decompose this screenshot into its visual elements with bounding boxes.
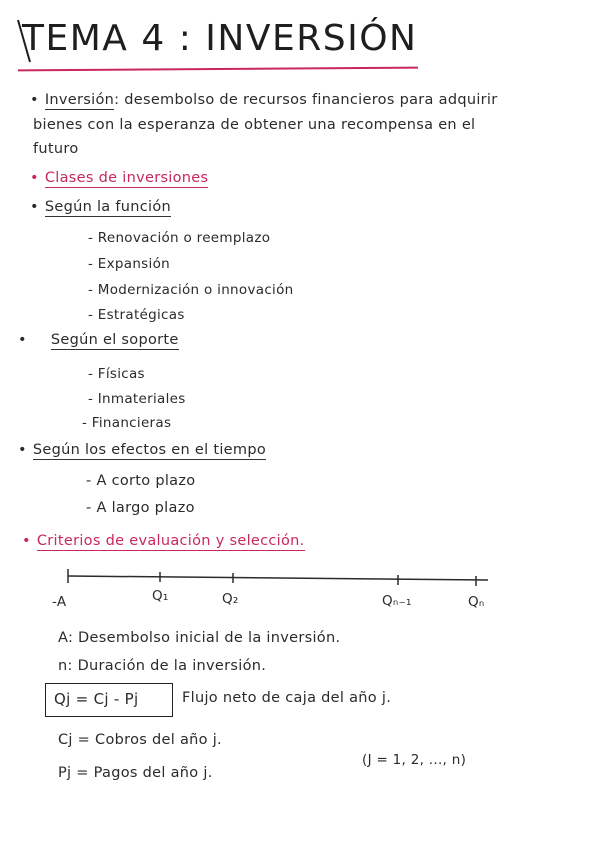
timeline-axis xyxy=(68,576,488,580)
bullet-icon: • xyxy=(22,533,31,549)
support-item-2: - Inmateriales xyxy=(88,391,186,407)
time-item-1: - A corto plazo xyxy=(86,473,196,489)
support-heading-text: Según el soporte xyxy=(50,332,179,348)
timeline-label-3: Qₙ₋₁ xyxy=(382,593,412,609)
time-item-2: - A largo plazo xyxy=(86,500,195,516)
function-item-2: - Expansión xyxy=(88,256,170,272)
criteria-heading-text: Criterios de evaluación y selección. xyxy=(36,533,305,549)
definition-text-1: : desembolso de recursos financieros para adquirir xyxy=(114,92,498,108)
function-item-3: - Modernización o innovación xyxy=(88,282,294,298)
definition-Cj: Cj = Cobros del año j. xyxy=(58,732,222,748)
definition-Pj: Pj = Pagos del año j. xyxy=(58,765,213,781)
timeline-label-2: Q₂ xyxy=(222,591,239,607)
definition-line-3: futuro xyxy=(33,141,79,157)
formula-Qj-text: Flujo neto de caja del año j. xyxy=(182,690,392,706)
classes-heading-text: Clases de inversiones xyxy=(44,170,209,186)
bullet-icon: • xyxy=(30,92,39,108)
function-item-1: - Renovación o reemplazo xyxy=(88,230,271,246)
function-item-4: - Estratégicas xyxy=(88,307,185,323)
bullet-icon: • xyxy=(30,199,39,215)
definition-n: n: Duración de la inversión. xyxy=(58,658,267,674)
timeline-label-0: -A xyxy=(52,594,67,610)
function-heading-text: Según la función xyxy=(44,199,172,215)
definition-line-2: bienes con la esperanza de obtener una recompensa en el xyxy=(33,117,476,133)
definition-A: A: Desembolso inicial de la inversión. xyxy=(58,630,341,646)
support-item-3: - Financieras xyxy=(82,415,172,431)
definition-term: Inversión xyxy=(44,92,115,108)
formula-Qj: Qj = Cj - Pj xyxy=(54,690,139,708)
index-range: (J = 1, 2, ..., n) xyxy=(362,752,467,768)
support-item-1: - Físicas xyxy=(88,366,145,382)
bullet-icon: • xyxy=(18,332,27,348)
bullet-icon: • xyxy=(30,170,39,186)
timeline-label-4: Qₙ xyxy=(468,594,485,610)
page-title: TEMA 4 : INVERSIÓN xyxy=(22,18,418,59)
timeline-label-1: Q₁ xyxy=(152,588,169,604)
bullet-icon: • xyxy=(18,442,27,458)
time-heading-text: Según los efectos en el tiempo xyxy=(32,442,266,458)
